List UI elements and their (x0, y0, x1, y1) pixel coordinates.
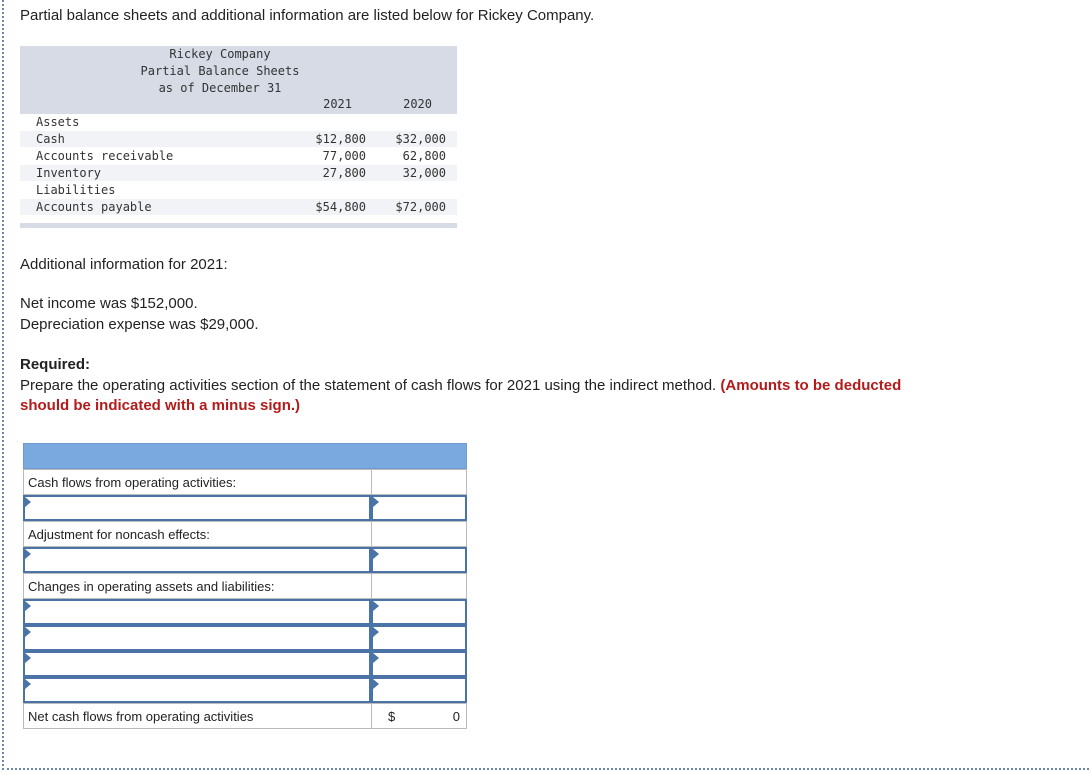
row-label: Cash (36, 132, 65, 146)
account-select-1[interactable] (29, 500, 367, 520)
row-label: Accounts receivable (36, 149, 174, 163)
row-assets (20, 114, 457, 130)
table-row (23, 625, 467, 651)
currency-symbol: $ (388, 709, 396, 724)
row-label: Inventory (36, 166, 102, 180)
row-accounts-payable (20, 199, 457, 215)
required-instruction: Prepare the operating activities section of the statement of cash flows for 2021 using the indirect method. (20, 377, 717, 394)
minus-sign-note-2: should be indicated with a minus sign.) (20, 397, 301, 414)
value-2020: 32,000 (402, 166, 446, 180)
adj-label: Adjustment for noncash effects: (28, 527, 210, 542)
value-2021: 27,800 (322, 166, 366, 180)
changes-label: Changes in operating assets and liabilities: (28, 579, 275, 594)
row-label: Assets (36, 115, 80, 129)
table-row (23, 495, 467, 521)
value-2021: $12,800 (315, 132, 366, 146)
amount-input-3[interactable] (377, 604, 463, 624)
changes-label-row (23, 573, 467, 599)
adj-label-row (23, 521, 467, 547)
amount-input-2[interactable] (377, 552, 463, 572)
depreciation-line: Depreciation expense was $29,000. (20, 316, 259, 333)
net-cash-flow-value: 0 (452, 709, 460, 724)
table-row (23, 599, 467, 625)
sheet-title: Partial Balance Sheets (140, 64, 300, 78)
account-select-6[interactable] (29, 682, 367, 702)
table-row (23, 651, 467, 677)
intro-text: Partial balance sheets and additional information are listed below for Rickey Company. (20, 7, 595, 24)
account-select-4[interactable] (29, 630, 367, 650)
row-label: Liabilities (36, 183, 116, 197)
value-2021: 77,000 (322, 149, 366, 163)
row-inventory (20, 165, 457, 181)
answer-table-header (23, 443, 467, 469)
row-cash (20, 131, 457, 147)
value-2020: $72,000 (395, 200, 446, 214)
amount-input-1[interactable] (377, 500, 463, 520)
account-select-2[interactable] (29, 552, 367, 572)
table-row (23, 547, 467, 573)
net-income-line: Net income was $152,000. (20, 295, 198, 312)
amount-input-4[interactable] (377, 630, 463, 650)
required-heading: Required: (20, 356, 91, 373)
balance-sheet-header (20, 46, 457, 114)
required-text (20, 376, 1080, 416)
additional-heading: Additional information for 2021: (20, 256, 228, 273)
balance-sheet-footer-bar (20, 223, 457, 228)
sheet-date: as of December 31 (158, 81, 282, 95)
account-select-3[interactable] (29, 604, 367, 624)
cfo-label-row (23, 469, 467, 495)
row-accounts-receivable (20, 148, 457, 164)
col-2021: 2021 (323, 97, 352, 111)
balance-sheet (20, 46, 457, 228)
cash-flow-answer-table (23, 443, 467, 730)
account-select-5[interactable] (29, 656, 367, 676)
cfo-label: Cash flows from operating activities: (28, 475, 237, 490)
minus-sign-note-1: (Amounts to be deducted (720, 377, 902, 394)
amount-input-5[interactable] (377, 656, 463, 676)
col-2020: 2020 (403, 97, 432, 111)
value-2020: 62,800 (402, 149, 446, 163)
value-2020: $32,000 (395, 132, 446, 146)
row-label: Accounts payable (36, 200, 152, 214)
value-2021: $54,800 (315, 200, 366, 214)
net-cash-flow-row (23, 703, 467, 729)
table-row (23, 677, 467, 703)
amount-input-6[interactable] (377, 682, 463, 702)
company-name: Rickey Company (169, 47, 271, 61)
row-liabilities (20, 182, 457, 198)
net-cash-flow-label: Net cash flows from operating activities (28, 709, 254, 724)
